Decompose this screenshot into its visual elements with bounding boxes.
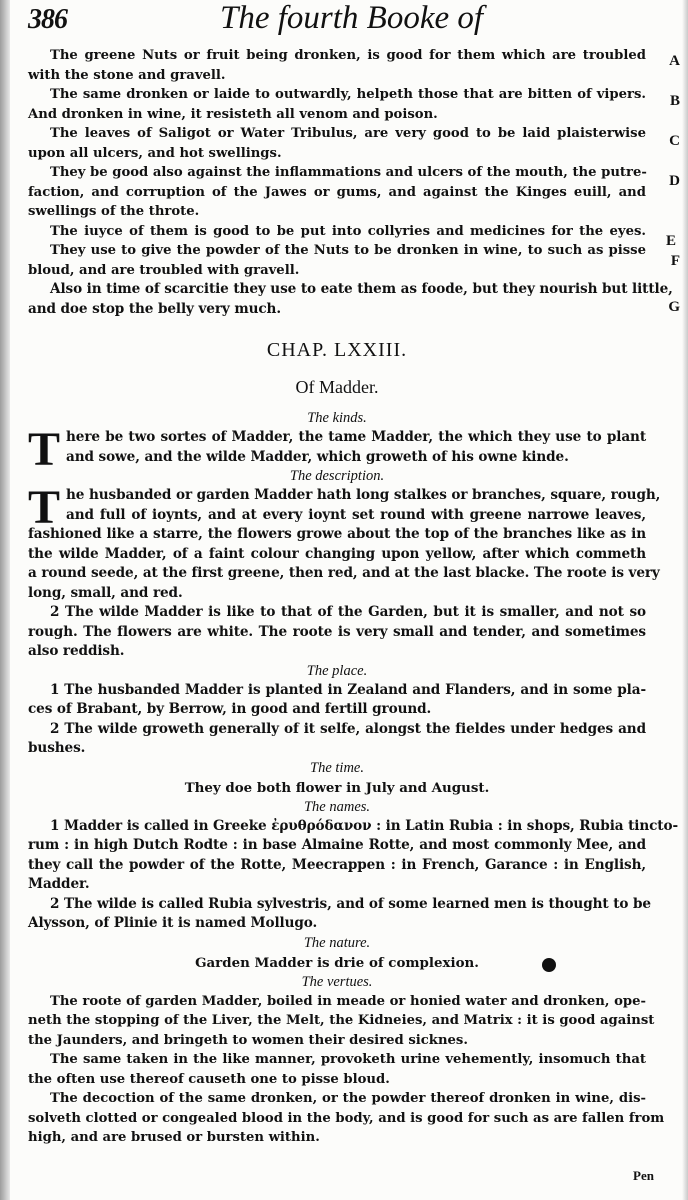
text-line: solveth clotted or congealed blood in the body, and is good for such as are fallen from	[28, 1110, 665, 1126]
text-line: The same taken in the like manner, provoketh urine vehemently, insomuch that	[50, 1052, 646, 1067]
text-line: And dronken in wine, it resisteth all venom and poison.	[28, 106, 438, 122]
margin-letter-g: G	[668, 299, 680, 315]
text-line: Also in time of scarcitie they use to eate them as foode, but they nourish but little,	[50, 281, 673, 297]
text-line: Madder.	[28, 876, 90, 892]
text-line: The roote of garden Madder, boiled in meade or honied water and dronken, ope-	[50, 993, 646, 1009]
text-line: and doe stop the belly very much.	[28, 300, 281, 317]
text-line: 2 The wilde Madder is like to that of the Garden, but it is smaller, and not so	[50, 604, 646, 620]
chapter-subject: Of Madder.	[295, 377, 379, 397]
text-line: 2 The wilde is called Rubia sylvestris, and of some learned men is thought to be	[50, 895, 651, 912]
text-line: with the stone and gravell.	[28, 67, 226, 83]
text-column	[28, 46, 678, 1148]
text-line: The decoction of the same dronken, or the powder thereof dronken in wine, dis-	[50, 1091, 646, 1106]
section-heading-time: The time.	[310, 759, 364, 776]
text-line: The leaves of Saligot or Water Tribulus, are very good to be laid plaisterwise	[50, 126, 646, 141]
text-line: swellings of the throte.	[28, 204, 200, 219]
text-line: 2 The wilde groweth generally of it selfe, alongst the fieldes under hedges and	[50, 720, 646, 737]
text-line: 1 Madder is called in Greeke ἐρυθρόδανον : in Latin Rubia : in shops, Rubia tincto-	[50, 817, 678, 834]
margin-letter-f: F	[670, 253, 680, 269]
text-line: the often use thereof causeth one to pisse bloud.	[28, 1071, 390, 1087]
margin-letter-a: A	[669, 53, 680, 69]
text-line: The greene Nuts or fruit being dronken, is good for them which are troubled	[50, 48, 646, 63]
text-line: bloud, and are troubled with gravell.	[28, 262, 300, 278]
ink-blot	[542, 958, 556, 972]
margin-letter-d: D	[669, 173, 680, 189]
section-heading-names: The names.	[303, 798, 371, 815]
text-line: ces of Brabant, by Berrow, in good and fertill ground.	[28, 701, 432, 717]
drop-cap: T	[28, 481, 61, 534]
text-line: neth the stopping of the Liver, the Melt, the Kidneies, and Matrix : it is good against	[28, 1013, 655, 1028]
text-line: long, small, and red.	[28, 584, 183, 601]
drop-cap: T	[28, 423, 61, 476]
text-line: rough. The flowers are white. The roote is very small and tender, and sometimes	[28, 623, 646, 640]
nature-text: Garden Madder is drie of complexion.	[195, 954, 479, 971]
text-line: high, and are brused or bursten within.	[28, 1130, 320, 1145]
running-header	[28, 2, 668, 46]
text-line: The same dronken or laide to outwardly, helpeth those that are bitten of vipers.	[50, 87, 646, 102]
text-line: upon all ulcers, and hot swellings.	[28, 145, 282, 161]
intro-paragraphs	[28, 46, 673, 319]
text-line: he husbanded or garden Madder hath long stalkes or branches, square, rough,	[66, 487, 661, 503]
margin-letter-e: E	[665, 233, 676, 249]
text-line: They be good also against the inflammations and ulcers of the mouth, the putre-	[50, 165, 647, 180]
text-line: and full of ioynts, and at every ioynt set round with greene narrowe leaves,	[66, 506, 646, 523]
vertues-paragraph	[28, 992, 665, 1148]
description-paragraph	[28, 481, 661, 662]
text-line: the wilde Madder, of a faint colour changing upon yellow, after which commeth	[28, 545, 646, 562]
time-text: They doe both flower in July and August.	[184, 779, 490, 796]
page-number: 386	[28, 4, 67, 35]
catchword: Pen	[633, 1168, 654, 1183]
text-line: The iuyce of them is good to be put into collyries and medicines for the eyes.	[50, 223, 646, 239]
text-line: and sowe, and the wilde Madder, which groweth of his owne kinde.	[66, 448, 569, 465]
margin-letter-c: C	[669, 133, 680, 149]
names-paragraph	[28, 817, 678, 934]
place-paragraph	[28, 681, 646, 759]
section-heading-place: The place.	[306, 662, 368, 679]
text-line: the Jaunders, and bringeth to women their desired sicknes.	[28, 1032, 468, 1048]
text-line: bushes.	[28, 740, 86, 756]
text-line: they call the powder of the Rotte, Meecrappen : in French, Garance : in English,	[28, 856, 646, 873]
text-line: rum : in high Dutch Rodte : in base Almaine Rotte, and most commonly Mee, and	[28, 837, 646, 853]
chapter-heading: CHAP. LXXIII.	[266, 339, 408, 361]
section-heading-vertues: The vertues.	[301, 973, 373, 990]
text-line: here be two sortes of Madder, the tame Madder, the which they use to plant	[66, 429, 646, 445]
text-line: 1 The husbanded Madder is planted in Zealand and Flanders, and in some pla-	[50, 681, 646, 698]
text-line: also reddish.	[28, 643, 125, 659]
section-heading-description: The description.	[289, 468, 385, 484]
text-line: fashioned like a starre, the flowers growe about the top of the branches like as in	[28, 526, 646, 542]
text-line: a round seede, at the first greene, then red, and at the last blacke. The roote is very	[28, 565, 660, 581]
text-line: They use to give the powder of the Nuts to be dronken in wine, to such as pisse	[50, 243, 646, 258]
section-heading-nature: The nature.	[303, 934, 371, 951]
running-title: The fourth Booke of	[220, 0, 484, 36]
section-heading-kinds: The kinds.	[307, 410, 367, 426]
margin-letter-b: B	[669, 93, 680, 109]
text-line: Alysson, of Plinie it is named Mollugo.	[28, 915, 318, 931]
text-line: faction, and corruption of the Jawes or gums, and against the Kinges euill, and	[28, 184, 646, 200]
